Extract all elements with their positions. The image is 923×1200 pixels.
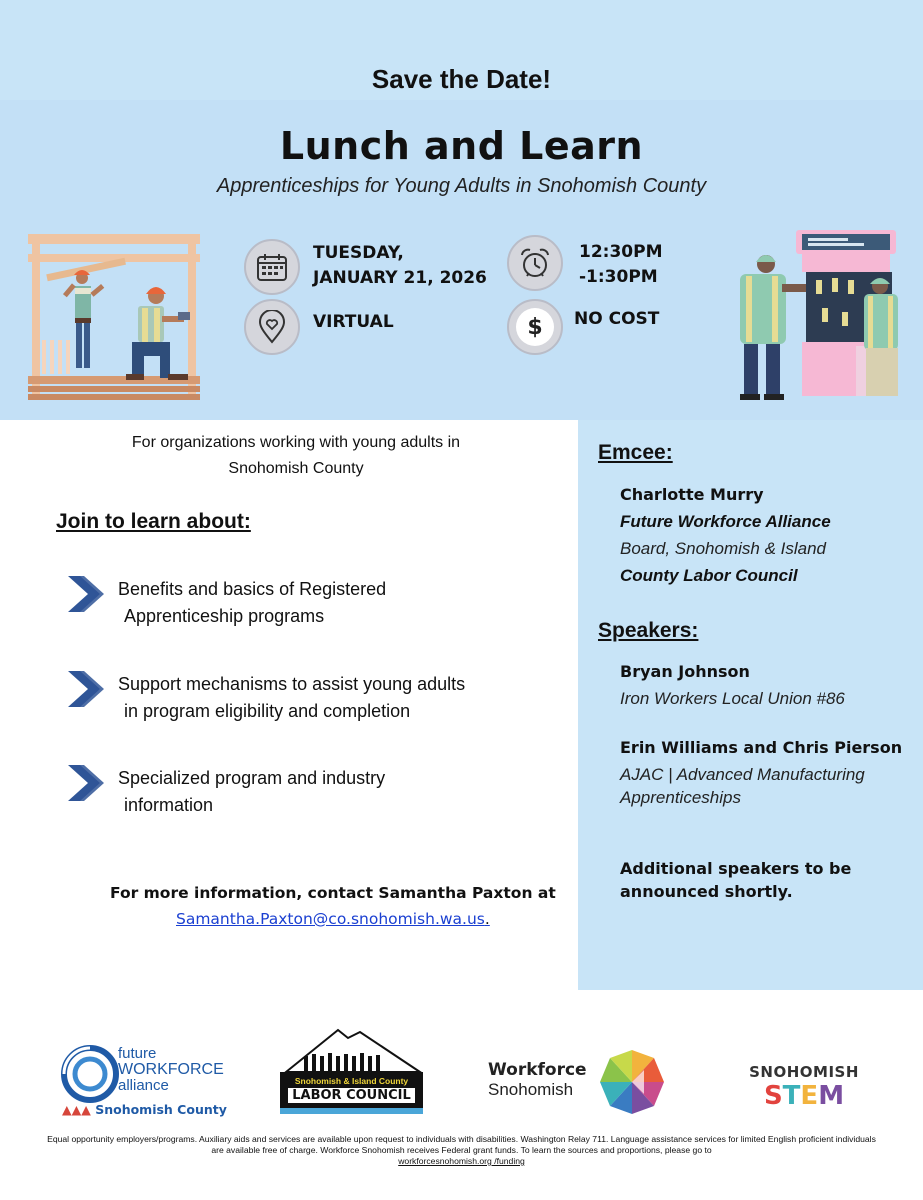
event-date: TUESDAY, JANUARY 21, 2026 xyxy=(313,243,487,288)
speaker-1-org: Iron Workers Local Union #86 xyxy=(620,689,845,708)
chevron-right-icon xyxy=(68,765,108,801)
fwa-text: WORKFORCE xyxy=(118,1061,224,1078)
contact-text: For more information, contact Samantha Paxton at xyxy=(110,884,556,902)
future-workforce-alliance-logo xyxy=(60,1044,240,1118)
bullet-line: in program eligibility and completion xyxy=(124,701,411,721)
workforce-snohomish-logo xyxy=(488,1048,673,1116)
footer-disclaimer: Equal opportunity employers/programs. Auxiliary aids and services are available upon request to individuals with disabilities. Washington Relay 711. Language assistance services for limited English proficient individuals are available free of charge. Workforce Snohomish receives Federal grant funds. To learn the sources and proportions, please go to workforcesnohomish.org /funding xyxy=(47,1134,876,1166)
construction-workers-illustration xyxy=(28,228,208,403)
chevron-right-icon xyxy=(68,576,108,612)
emcee-heading: Emcee: xyxy=(598,441,673,464)
ws-line2: Snohomish xyxy=(488,1080,574,1099)
labor-council-logo xyxy=(280,1026,423,1116)
stem-letter: E xyxy=(800,1081,819,1111)
bullet-line: Benefits and basics of Registered xyxy=(118,579,387,599)
audience-description: For organizations working with young adults in Snohomish County xyxy=(131,434,461,477)
stem-letter: S xyxy=(763,1081,783,1111)
location-heart-icon xyxy=(244,299,300,355)
fwa-text: alliance xyxy=(118,1077,169,1094)
stem-letter: M xyxy=(818,1081,845,1111)
event-time: 12:30PM -1:30PM xyxy=(579,242,663,287)
speakers-heading: Speakers: xyxy=(598,619,699,642)
bullet-line: Support mechanisms to assist young adults xyxy=(118,674,466,694)
bullet-line: information xyxy=(124,795,214,815)
speaker-2-org-line2: Apprenticeships xyxy=(620,788,741,807)
snohomish-stem-logo xyxy=(738,1063,870,1113)
mountain-icon xyxy=(280,1026,423,1076)
speaker-1-name: Bryan Johnson xyxy=(620,662,750,681)
labor-council-line2: LABOR COUNCIL xyxy=(288,1088,415,1103)
colorful-geometric-icon xyxy=(598,1048,666,1116)
emcee-org-2: County Labor Council xyxy=(620,566,798,585)
event-subtitle: Apprenticeships for Young Adults in Snohomish County xyxy=(216,175,707,197)
funding-link[interactable]: workforcesnohomish.org /funding xyxy=(398,1156,525,1166)
learn-heading: Join to learn about: xyxy=(56,510,251,533)
manufacturing-workers-illustration xyxy=(736,228,908,403)
emcee-name: Charlotte Murry xyxy=(620,485,764,504)
fwa-text: future xyxy=(118,1045,157,1062)
bullet-line: Specialized program and industry xyxy=(118,768,386,788)
event-location: VIRTUAL xyxy=(313,312,394,332)
emcee-role: Board, Snohomish & Island xyxy=(620,539,827,558)
alliance-swirl-icon xyxy=(60,1044,120,1104)
ws-line1: Workforce xyxy=(488,1060,587,1080)
fwa-county: ▲▲▲ Snohomish County xyxy=(62,1102,227,1117)
save-the-date-heading: Save the Date! xyxy=(371,64,552,94)
emcee-org: Future Workforce Alliance xyxy=(620,512,831,531)
dollar-icon: $ xyxy=(507,299,563,355)
calendar-icon xyxy=(244,239,300,295)
labor-council-line1: Snohomish & Island County xyxy=(294,1076,409,1086)
additional-speakers-line1: Additional speakers to be xyxy=(620,859,852,878)
stem-letter: T xyxy=(782,1081,801,1111)
speaker-2-name: Erin Williams and Chris Pierson xyxy=(620,738,903,757)
bullet-line: Apprenticeship programs xyxy=(124,606,325,626)
additional-speakers-line2: announced shortly. xyxy=(620,882,793,901)
alarm-clock-icon xyxy=(507,235,563,291)
contact-email-link[interactable]: Samantha.Paxton@co.snohomish.wa.us. xyxy=(176,910,490,928)
chevron-right-icon xyxy=(68,671,108,707)
mountains-icon: ▲▲▲ xyxy=(62,1102,91,1117)
stem-line1: SNOHOMISH xyxy=(749,1063,859,1081)
event-cost: NO COST xyxy=(574,309,660,329)
event-title: Lunch and Learn xyxy=(279,124,644,168)
speaker-2-org-line1: AJAC | Advanced Manufacturing xyxy=(620,765,865,784)
